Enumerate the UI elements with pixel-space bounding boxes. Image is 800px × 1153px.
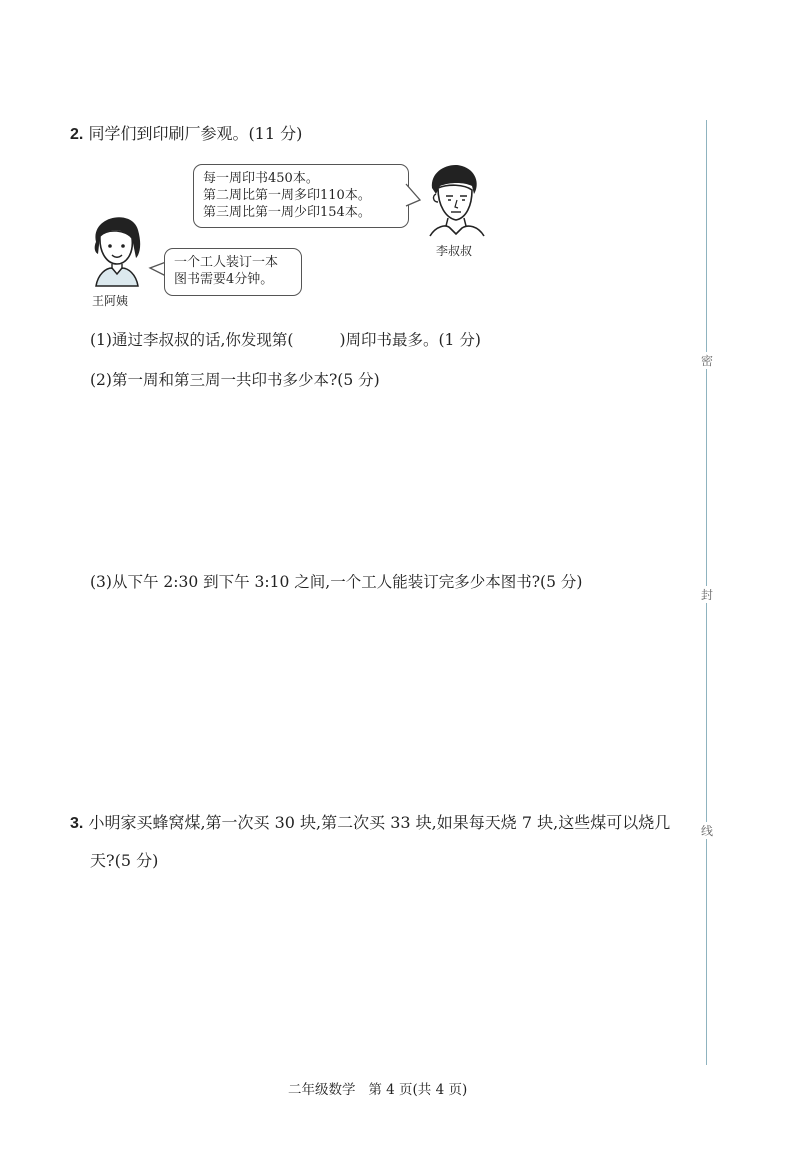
answer-area-q3[interactable]: [90, 880, 680, 1060]
speech-line: 一个工人装订一本: [174, 255, 279, 270]
answer-area-2[interactable]: [90, 395, 680, 560]
speech-line: 图书需要4分钟。: [174, 272, 274, 287]
seal-mark-mi: 密: [700, 354, 713, 368]
speech-line: 第二周比第一周多印110本。: [203, 188, 371, 203]
sub-question-3: (3)从下午 2:30 到下午 3:10 之间,一个工人能装订完多少本图书?(5 分): [90, 573, 583, 591]
name-li: 李叔叔: [436, 244, 473, 258]
question-3-line2: 天?(5 分): [90, 851, 159, 870]
speech-line: 每一周印书450本。: [203, 171, 319, 186]
question-text: 小明家买蜂窝煤,第一次买 30 块,第二次买 33 块,如果每天烧 7 块,这些煤可以烧几: [88, 813, 671, 832]
page-footer: 二年级数学 第 4 页(共 4 页): [288, 1082, 468, 1098]
sub-question-1: [90, 328, 481, 350]
seal-mark-xian: 线: [700, 824, 713, 838]
speech-tail-wang: [0, 0, 1, 1]
man-illustration: [420, 160, 490, 240]
speech-bubble-wang: [164, 248, 302, 296]
sub-question-2: (2)第一周和第三周一共印书多少本?(5 分): [90, 371, 380, 389]
question-number: 3.: [70, 815, 84, 832]
question-3-line1: [70, 810, 670, 833]
sub-question-text: (1)通过李叔叔的话,你发现第(: [90, 331, 294, 349]
name-wang: 王阿姨: [92, 294, 129, 308]
question-text: 同学们到印刷厂参观。(11 分): [88, 124, 303, 143]
woman-illustration: [86, 208, 146, 288]
question-2-title: [70, 121, 302, 144]
sub-question-text: )周印书最多。(1 分): [339, 331, 481, 349]
seal-mark-feng: 封: [700, 588, 713, 602]
question-number: 2.: [70, 126, 84, 143]
answer-area-3[interactable]: [90, 598, 680, 793]
speech-line: 第三周比第一周少印154本。: [203, 205, 371, 220]
speech-bubble-li: [193, 164, 409, 228]
